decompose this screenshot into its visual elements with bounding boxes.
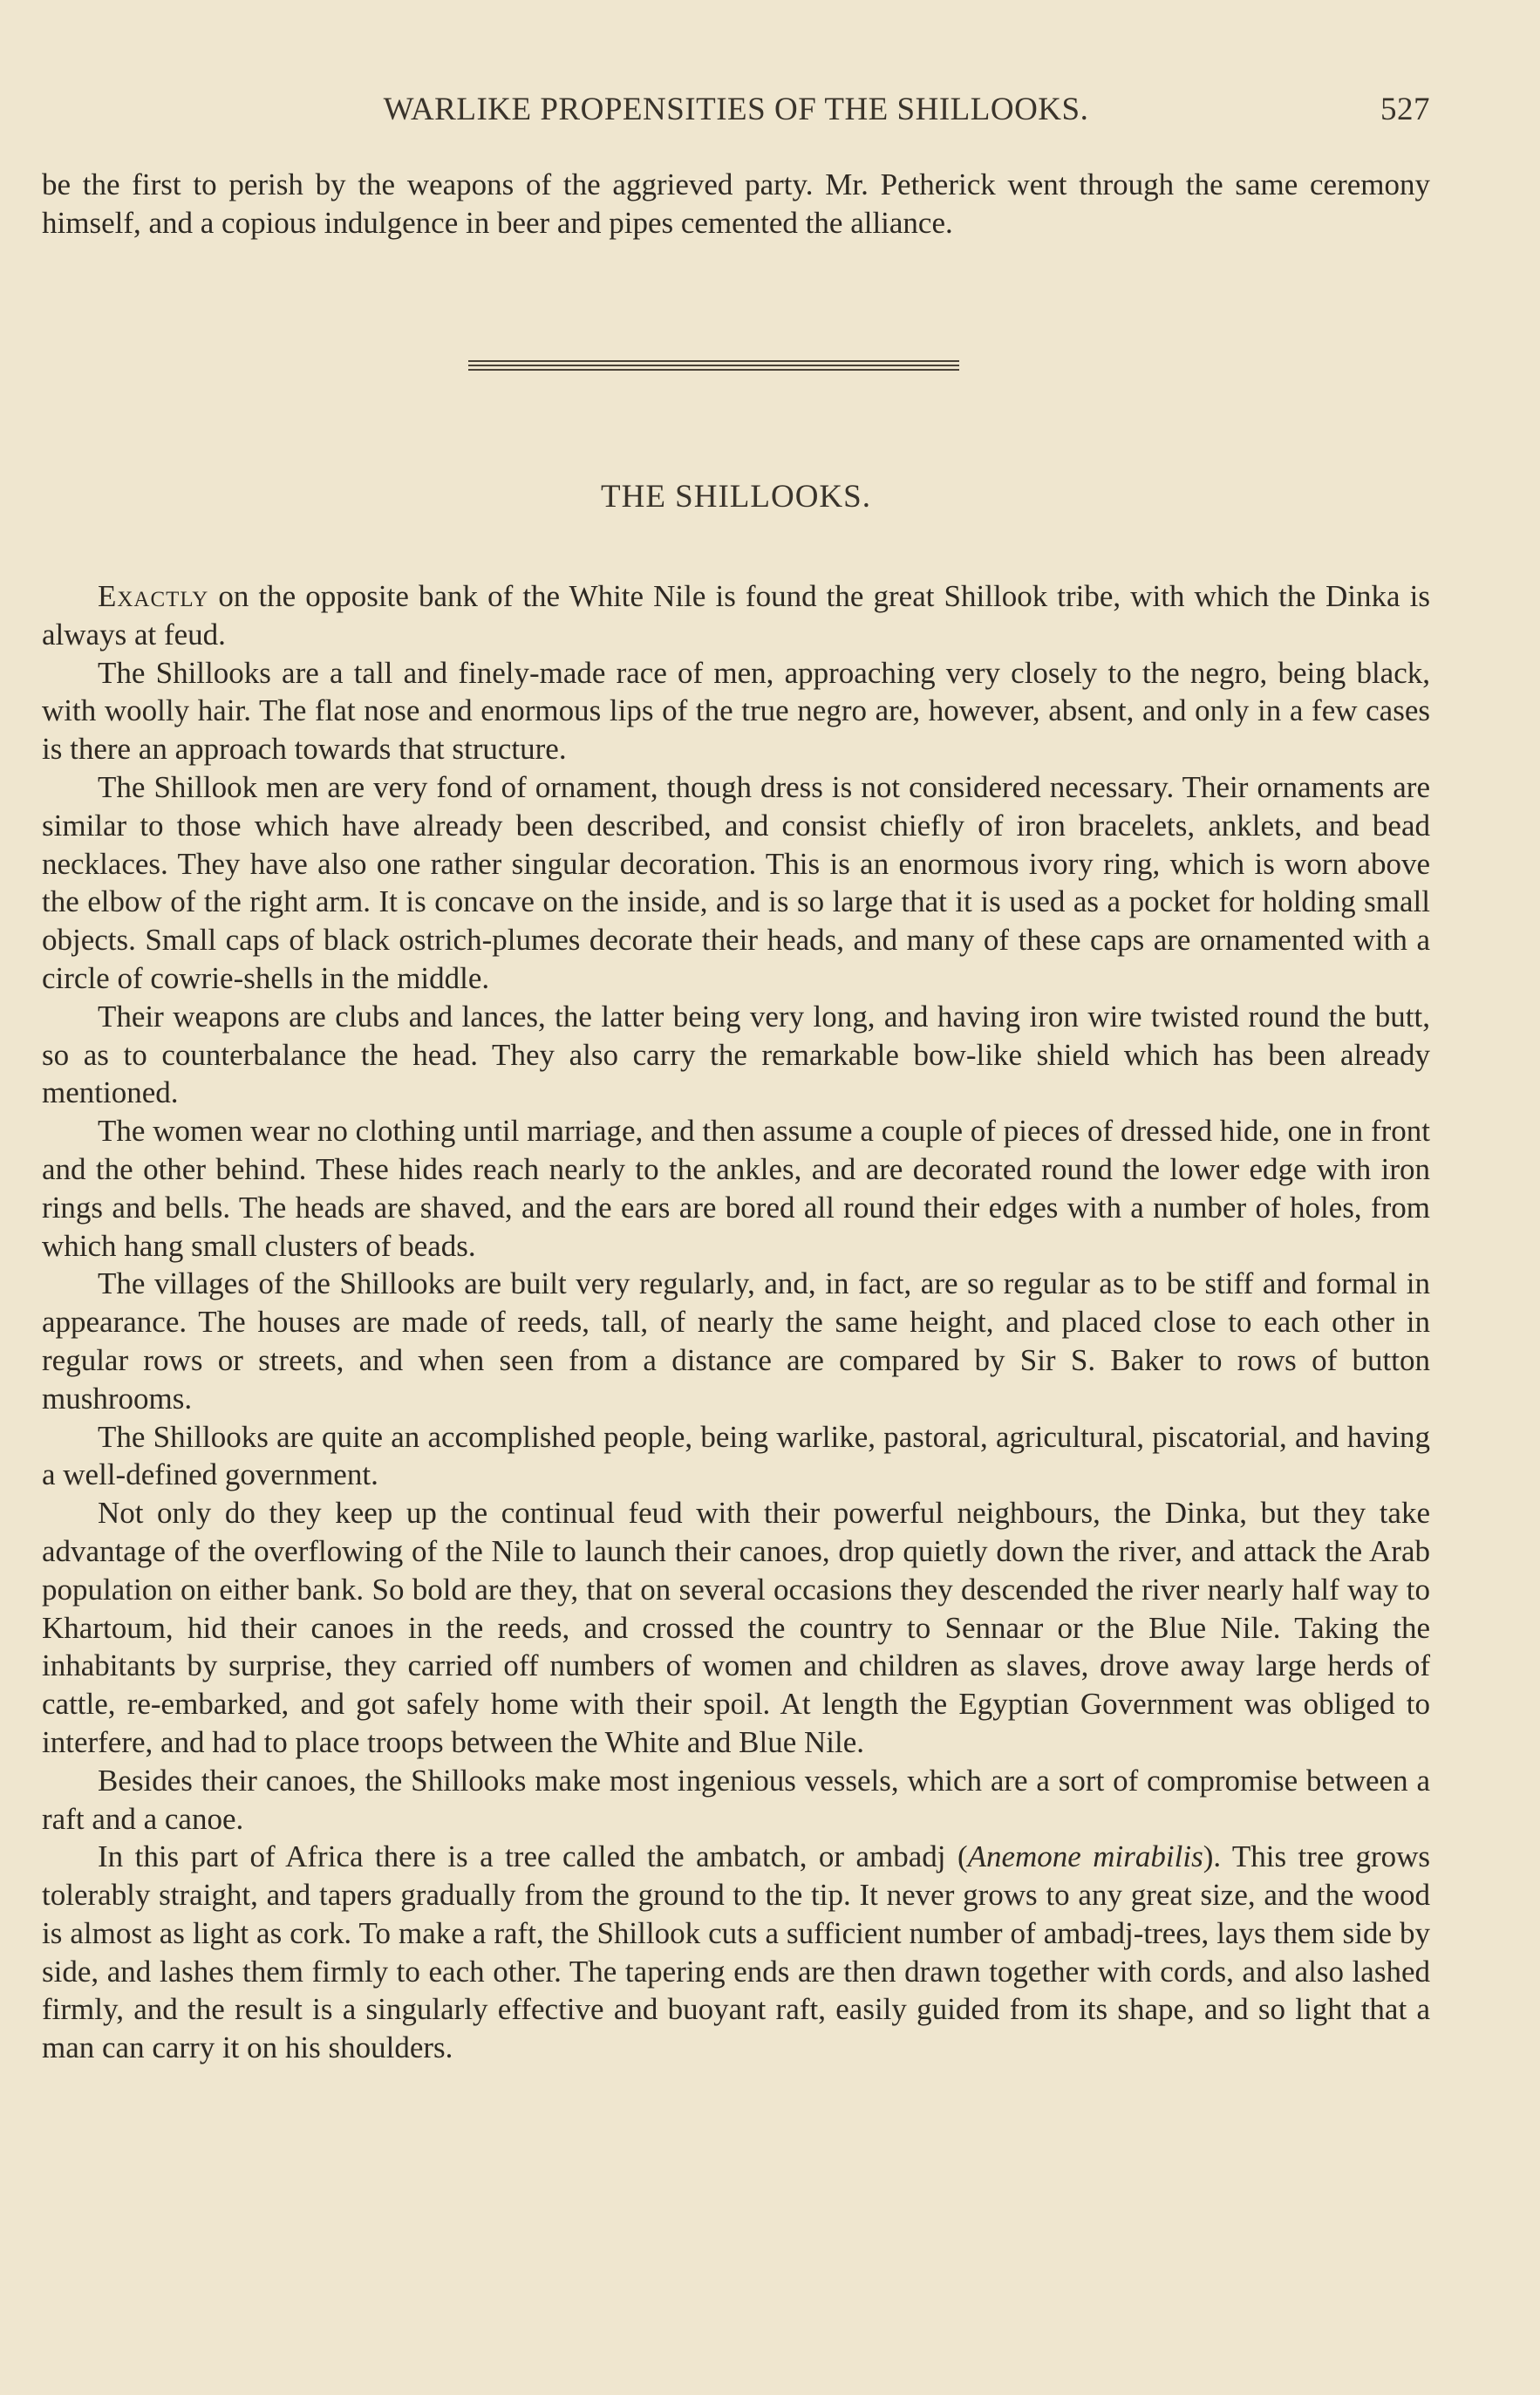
ambatch-text-before: In this part of Africa there is a tree called the ambatch, or ambadj ( — [98, 1839, 968, 1874]
section-title: THE SHILLOOKS. — [601, 479, 871, 515]
opening-paragraph — [42, 577, 1430, 654]
divider-rule-middle — [468, 365, 959, 366]
carryover-text — [42, 166, 1430, 242]
paragraph: The women wear no clothing until marriage, and then assume a couple of pieces of dressed hide, one in front and the other behind. These hides reach nearly to the ankles, and are decorated round the lower edge with iron rings and bells. The heads are shaved, and the ears are bored all round their edges with a number of holes, from which hang small clusters of beads. — [42, 1114, 1430, 1263]
opening-rest: on the opposite bank of the White Nile is found the great Shillook tribe, with which the Dinka is always at feud. — [42, 579, 1430, 652]
running-head — [42, 91, 1430, 129]
opening-word: Exactly — [98, 579, 209, 613]
running-title: WARLIKE PROPENSITIES OF THE SHILLOOKS. — [383, 92, 1089, 127]
ambatch-text-after: ). This tree grows tolerably straight, and tapers gradually from the ground to the tip. It never grows to any great size, and the wood is almost as light as cork. To make a raft, the Shillook cuts a sufficient number of ambadj-trees, lays them side by side, and lashes them firmly to each other. The tapering ends are then drawn together with cords, and also lashed firmly, and the result is a singularly effective and buoyant raft, easily guided from its shape, and so light that a man can carry it on his shoulders. — [42, 1839, 1431, 2065]
section-divider — [468, 360, 959, 371]
paragraph: The villages of the Shillooks are built very regularly, and, in fact, are so regular as to be stiff and formal in appearance. The houses are made of reeds, tall, of nearly the same height, and placed close to each other in regular rows or streets, and when seen from a distance are compared by Sir S. Baker to rows of button mushrooms. — [42, 1266, 1430, 1416]
divider-rule-top — [468, 360, 959, 362]
paragraph: Not only do they keep up the continual feud with their powerful neighbours, the Dinka, but they take advantage of the overflowing of the Nile to launch their canoes, drop quietly down the river, and attack the Arab population on either bank. So bold are they, that on several occasions they descended the river nearly half way to Khartoum, hid their canoes in the reeds, and crossed the country to Sennaar or the Blue Nile. Taking the inhabitants by surprise, they carried off numbers of women and children as slaves, drove away large herds of cattle, re-embarked, and got safely home with their spoil. At length the Egyptian Government was obliged to interfere, and had to place troops between the White and Blue Nile. — [42, 1496, 1430, 1759]
page-number: 527 — [1380, 92, 1430, 127]
paragraph: The Shillooks are a tall and finely-made race of men, approaching very closely to the negro, being black, with woolly hair. The flat nose and enormous lips of the true negro are, however, absent, and only in a few cases is there an approach towards that structure. — [42, 655, 1430, 767]
section-body — [42, 577, 1430, 2067]
carryover-paragraph: be the first to perish by the weapons of the aggrieved party. Mr. Petherick went through the same ceremony himself, and a copious indulgence in beer and pipes cemented the alliance. — [42, 167, 1430, 240]
paragraph: Besides their canoes, the Shillooks make most ingenious vessels, which are a sort of compromise between a raft and a canoe. — [42, 1763, 1430, 1836]
paragraph: Their weapons are clubs and lances, the latter being very long, and having iron wire twisted round the butt, so as to counterbalance the head. They also carry the remarkable bow-like shield which has been already mentioned. — [42, 999, 1430, 1110]
paragraph: The Shillook men are very fond of ornament, though dress is not considered necessary. Their ornaments are similar to those which have already been described, and consist chiefly of iron bracelets, anklets, and bead necklaces. They have also one rather singular decoration. This is an enormous ivory ring, which is worn above the elbow of the right arm. It is concave on the inside, and is so large that it is used as a pocket for holding small objects. Small caps of black ostrich-plumes decorate their heads, and many of these caps are ornamented with a circle of cowrie-shells in the middle. — [42, 769, 1430, 995]
plant-name: Anemone mirabilis — [967, 1839, 1203, 1874]
paragraph: The Shillooks are quite an accomplished people, being warlike, pastoral, agricultural, piscatorial, and having a well-defined government. — [42, 1419, 1430, 1492]
ambatch-paragraph — [42, 1838, 1430, 2067]
divider-rule-bottom — [468, 369, 959, 371]
